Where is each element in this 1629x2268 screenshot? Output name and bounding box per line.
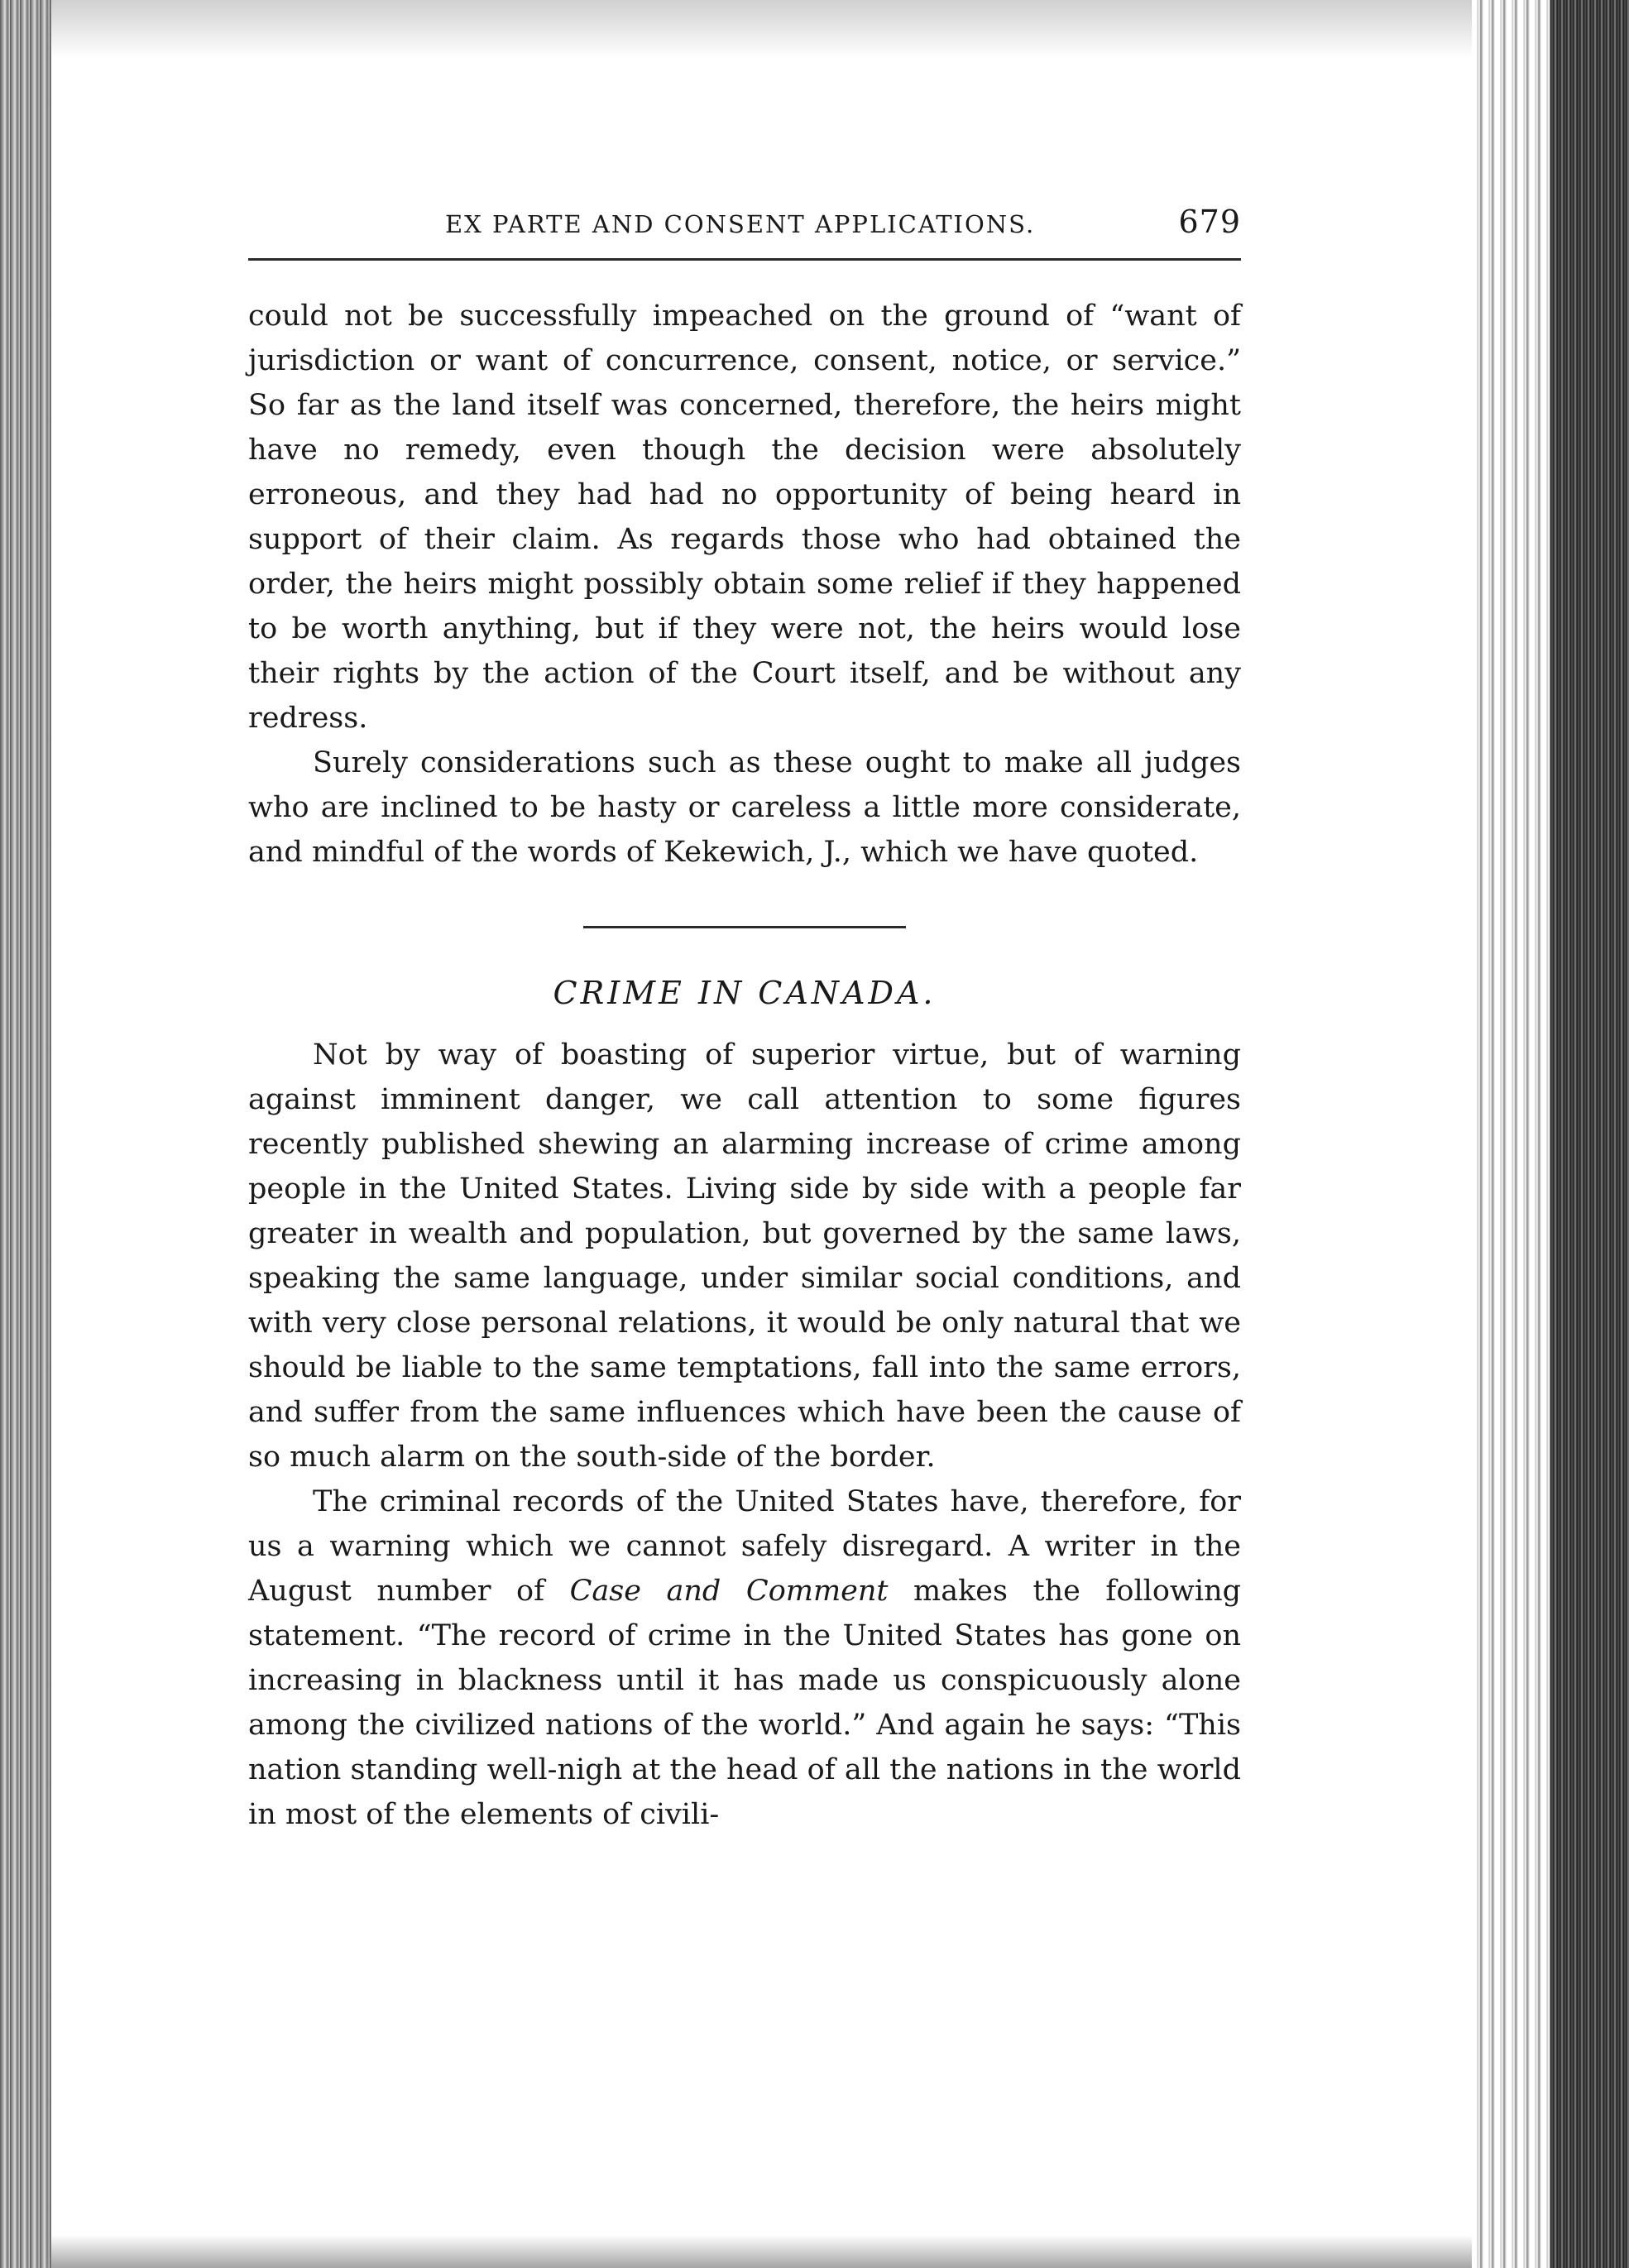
article-crime-in-canada <box>248 975 1241 1837</box>
book-binding-edge <box>1550 0 1629 2268</box>
paragraph-text: makes the following statement. “The record of crime in the United States has gone on increasing in blackness until it has made us conspicuously alone among the civilized nations of the world.” And again he says: “This nation standing well-nigh at the head of all the nations in the world in most of the elements of civili- <box>248 1575 1242 1831</box>
paragraph-text: The criminal records of the United States have, therefore, for us a warning which we cannot safely disregard. A writer in the August number of <box>248 1485 1241 1608</box>
paragraph: Surely considerations such as these ought to make all judges who are inclined to be hasty or careless a little more considerate, and mindful of the words of Kekewich, J., which we have quoted. <box>248 746 1241 869</box>
running-head <box>248 199 1241 248</box>
page-number: 679 <box>1178 204 1241 240</box>
book-page <box>248 199 1241 1837</box>
publication-title: Case and Comment <box>569 1575 889 1608</box>
paragraph <box>248 1479 1241 1837</box>
paragraph: Not by way of boasting of superior virtue, but of warning against imminent danger, we call attention to some figures recently published shewing an alarming increase of crime among people in the United States. Living side by side with a people far greater in wealth and population, but governed by the same laws, speaking the same language, under similar social conditions, and with very close personal relations, it would be only natural that we should be liable to the same temptations, fall into the same errors, and suffer from the same influences which have been the cause of so much alarm on the south-side of the border. <box>248 1038 1241 1474</box>
paragraph: could not be successfully impeached on the ground of “want of jurisdiction or want of concurrence, consent, notice, or service.” So far as the land itself was concerned, therefore, the heirs might have no remedy, even though the decision were absolutely erroneous, and they had had no opportunity of being heard in support of their claim. As regards those who had obtained the order, the heirs might possibly obtain some relief if they happened to be worth anything, but if they were not, the heirs would lose their rights by the action of the Court itself, and be without any redress. <box>248 300 1241 735</box>
article-title: CRIME IN CANADA. <box>553 975 937 1011</box>
running-title: EX PARTE AND CONSENT APPLICATIONS. <box>445 210 1036 238</box>
section-divider <box>583 926 906 928</box>
header-rule <box>248 258 1241 261</box>
scan-left-edge <box>0 0 51 2268</box>
scan-bottom-edge <box>51 2235 1472 2268</box>
scan-top-edge <box>51 0 1472 58</box>
article-ex-parte-continuation <box>248 294 1241 875</box>
